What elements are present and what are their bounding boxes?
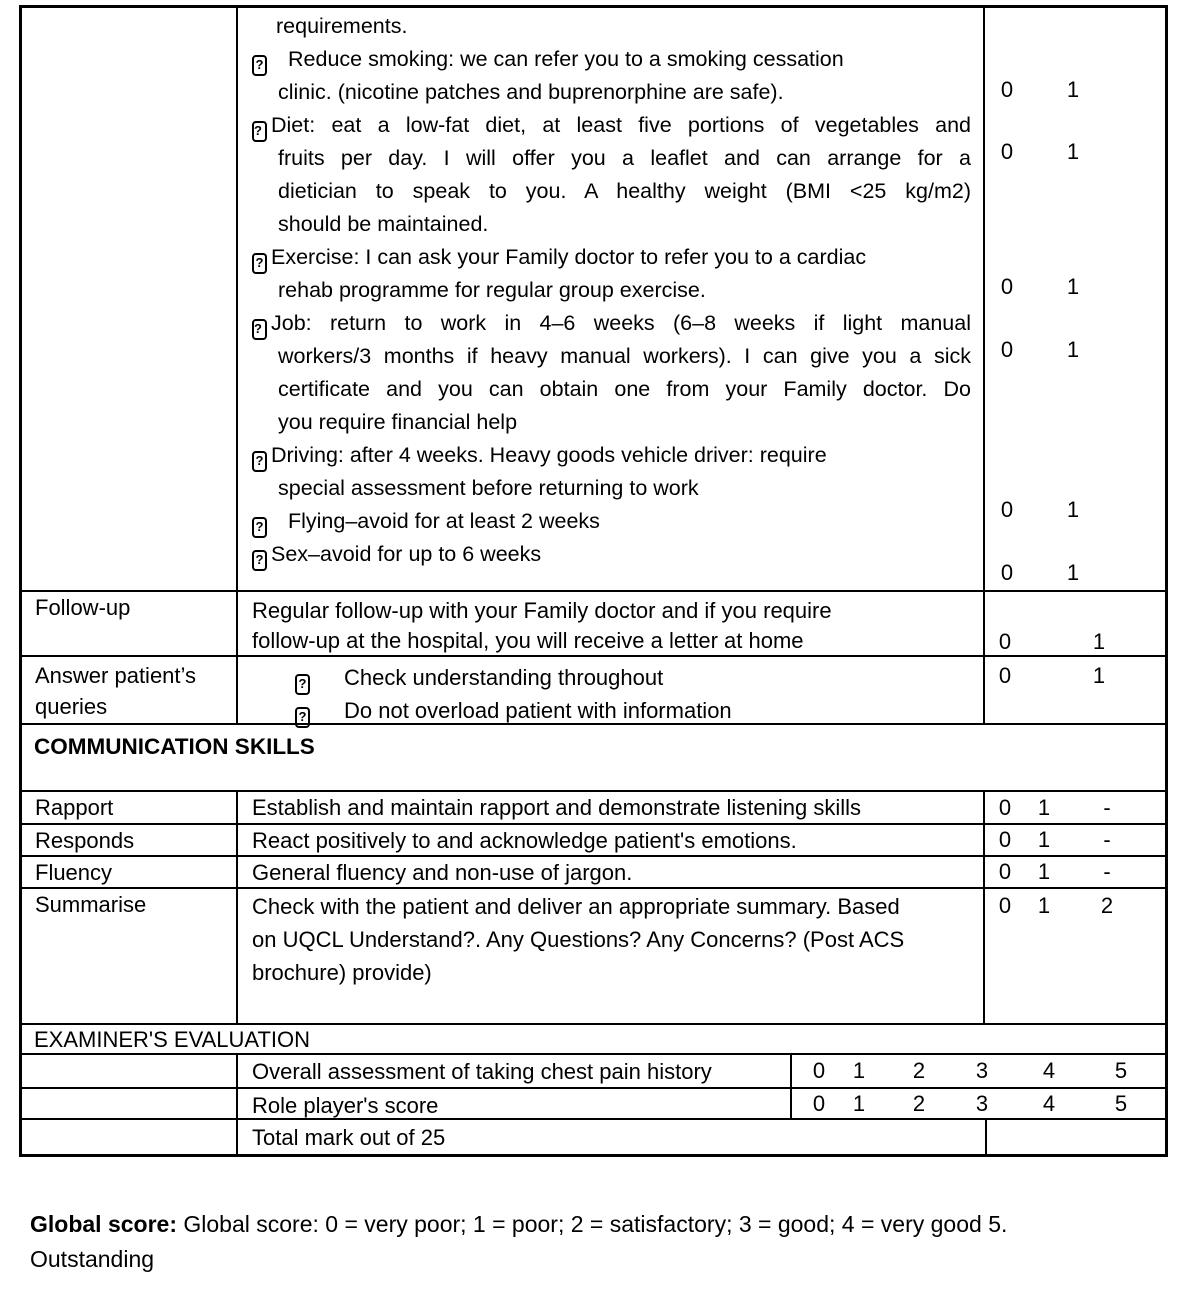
summarise-line-text: Check with the patient and deliver an appropriate summary. Based xyxy=(252,894,900,919)
fluency-score-cell xyxy=(985,857,1165,887)
responds-score-cell xyxy=(985,825,1165,855)
advice-line-text: clinic. (nicotine patches and buprenorphine are safe). xyxy=(278,80,784,104)
score-option: - xyxy=(1103,859,1111,884)
summarise-score-cell xyxy=(985,889,1165,1023)
advice-line xyxy=(252,274,971,307)
score-option: 1 xyxy=(1092,629,1106,654)
summarise-label-cell xyxy=(22,889,238,1023)
score-option: 0 xyxy=(1000,497,1014,522)
score-option: 1 xyxy=(852,1090,866,1116)
advice-line-text: should be maintained. xyxy=(278,212,489,236)
score-option: 0 xyxy=(998,893,1012,918)
overall-assessment-row xyxy=(22,1055,1165,1089)
follow-up-label-cell xyxy=(22,592,238,655)
score-option: 2 xyxy=(912,1090,926,1116)
score-option: 0 xyxy=(812,1090,826,1116)
total-mark-value-cell xyxy=(987,1120,1165,1154)
score-option: 0 xyxy=(998,827,1012,852)
global-score-label: Global score: xyxy=(30,1211,177,1237)
score-option: 0 xyxy=(998,859,1012,884)
summarise-line-text: on UQCL Understand?. Any Questions? Any Concerns? (Post ACS xyxy=(252,927,905,952)
answer-queries-label-cell xyxy=(22,657,238,723)
role-player-score-cell xyxy=(792,1089,1165,1118)
advice-score-cell xyxy=(985,8,1165,590)
score-option: 0 xyxy=(998,663,1012,688)
advice-line-text: special assessment before returning to work xyxy=(278,476,699,500)
total-mark-row xyxy=(22,1120,1165,1154)
answer-queries-desc-cell xyxy=(238,657,985,723)
score-option: 0 xyxy=(1000,77,1014,102)
advice-line-text: workers/3 months if heavy manual workers). I can give you a sick xyxy=(278,344,971,368)
row-label: Follow-up xyxy=(35,595,131,620)
rapport-row xyxy=(22,792,1165,825)
global-score-line xyxy=(30,1207,1160,1242)
global-score-note xyxy=(30,1207,1160,1277)
score-option: 0 xyxy=(1000,139,1014,164)
advice-label-cell xyxy=(22,8,238,590)
score-option: 5 xyxy=(1114,1058,1128,1083)
score-option: 3 xyxy=(975,1090,989,1116)
missing-glyph-icon: ? xyxy=(252,121,267,142)
fluency-row xyxy=(22,857,1165,889)
responds-row xyxy=(22,825,1165,857)
missing-glyph-icon: ? xyxy=(252,253,267,274)
marking-scheme-table xyxy=(19,5,1168,1157)
missing-glyph-icon: ? xyxy=(295,707,310,728)
score-option: 1 xyxy=(1066,77,1080,102)
score-option: 1 xyxy=(1037,794,1051,820)
queries-bullet xyxy=(252,695,971,728)
responds-label-cell: Responds xyxy=(22,825,238,855)
score-option: 4 xyxy=(1042,1058,1056,1083)
follow-up-line-text: Regular follow-up with your Family doctor and if you require xyxy=(252,598,832,623)
global-score-text: Global score: 0 = very poor; 1 = poor; 2 = satisfactory; 3 = good; 4 = very good 5. xyxy=(183,1211,1008,1237)
advice-line xyxy=(252,373,971,406)
missing-glyph-icon: ? xyxy=(252,319,267,340)
advice-bullet-job xyxy=(252,307,971,340)
score-option: 1 xyxy=(1066,497,1080,522)
score-option: 0 xyxy=(1000,560,1014,585)
summarise-line xyxy=(252,890,971,923)
advice-line xyxy=(252,208,971,241)
row-label-line: Answer patient’s xyxy=(35,663,197,688)
advice-line xyxy=(252,175,971,208)
score-option: 2 xyxy=(912,1058,926,1083)
responds-desc-cell: React positively to and acknowledge patient's emotions. xyxy=(238,825,985,855)
score-option: 0 xyxy=(1000,337,1014,362)
follow-up-desc-cell xyxy=(238,592,985,655)
queries-bullet-text: Do not overload patient with information xyxy=(344,698,732,723)
advice-line-text: fruits per day. I will offer you a leaflet and can arrange for a xyxy=(278,146,971,170)
rapport-score-cell xyxy=(985,792,1165,823)
advice-line xyxy=(252,340,971,373)
fluency-desc-cell: General fluency and non-use of jargon. xyxy=(238,857,985,887)
score-option: 0 xyxy=(1000,274,1014,299)
advice-line-text: Driving: after 4 weeks. Heavy goods vehicle driver: require xyxy=(271,443,827,467)
advice-line xyxy=(252,142,971,175)
advice-bullet-flying xyxy=(252,505,971,538)
follow-up-line xyxy=(252,596,971,626)
row-label: Summarise xyxy=(35,892,147,917)
rapport-desc-cell: Establish and maintain rapport and demonstrate listening skills xyxy=(238,792,985,823)
role-player-desc-cell: Role player's score xyxy=(238,1089,792,1118)
global-score-line2: Outstanding xyxy=(30,1246,155,1272)
score-option: - xyxy=(1103,794,1111,820)
examiner-evaluation-header: EXAMINER'S EVALUATION xyxy=(34,1027,310,1052)
score-option: 1 xyxy=(1066,139,1080,164)
score-option: 1 xyxy=(1037,893,1051,918)
follow-up-score-cell xyxy=(985,592,1165,655)
role-player-label-cell xyxy=(22,1089,238,1118)
advice-line-text: Job: return to work in 4–6 weeks (6–8 weeks if light manual xyxy=(271,311,971,335)
advice-bullet-smoking xyxy=(252,43,971,76)
missing-glyph-icon: ? xyxy=(295,674,310,695)
advice-line-text: Reduce smoking: we can refer you to a smoking cessation xyxy=(288,47,844,71)
total-mark-desc-cell: Total mark out of 25 xyxy=(238,1120,987,1154)
advice-line-text: dietician to speak to you. A healthy weight (BMI <25 kg/m2) xyxy=(278,179,971,203)
row-label-line: queries xyxy=(35,694,108,719)
advice-line xyxy=(252,406,971,439)
score-option: 1 xyxy=(1066,337,1080,362)
score-option: - xyxy=(1103,827,1111,852)
fluency-label-cell: Fluency xyxy=(22,857,238,887)
communication-skills-header: COMMUNICATION SKILLS xyxy=(34,734,315,759)
score-option: 1 xyxy=(1037,827,1051,852)
advice-line-text: rehab programme for regular group exercise. xyxy=(278,278,706,302)
advice-line-text: requirements. xyxy=(276,14,408,38)
summarise-desc-cell xyxy=(238,889,985,1023)
queries-bullet-text: Check understanding throughout xyxy=(344,665,664,690)
score-option: 3 xyxy=(975,1058,989,1083)
score-option: 4 xyxy=(1042,1090,1056,1116)
role-player-score-row xyxy=(22,1089,1165,1120)
score-option: 1 xyxy=(852,1058,866,1083)
advice-line-text: you require financial help xyxy=(278,410,518,434)
answer-queries-score-cell xyxy=(985,657,1165,723)
total-mark-label-cell xyxy=(22,1120,238,1154)
follow-up-line-text: follow-up at the hospital, you will receive a letter at home xyxy=(252,628,804,653)
score-option: 0 xyxy=(998,794,1012,820)
answer-queries-row xyxy=(22,657,1165,725)
rapport-label-cell: Rapport xyxy=(22,792,238,823)
summarise-line xyxy=(252,956,971,989)
advice-bullet-diet xyxy=(252,109,971,142)
score-option: 1 xyxy=(1066,560,1080,585)
summarise-line-text: brochure) provide) xyxy=(252,960,432,985)
advice-line-text: certificate and you can obtain one from your Family doctor. Do xyxy=(278,377,971,401)
missing-glyph-icon: ? xyxy=(252,55,267,76)
score-option: 0 xyxy=(998,629,1012,654)
score-option: 2 xyxy=(1100,893,1114,918)
advice-line xyxy=(252,472,971,505)
score-option: 1 xyxy=(1037,859,1051,884)
advice-line-text: Diet: eat a low-fat diet, at least five portions of vegetables and xyxy=(271,113,971,137)
advice-line xyxy=(252,76,971,109)
advice-bullet-sex xyxy=(252,538,971,571)
follow-up-row xyxy=(22,592,1165,657)
score-option: 1 xyxy=(1092,663,1106,688)
queries-bullet xyxy=(252,662,971,695)
score-option: 0 xyxy=(812,1058,826,1083)
advice-line xyxy=(252,10,971,43)
advice-line-text: Exercise: I can ask your Family doctor to refer you to a cardiac xyxy=(271,245,867,269)
advice-bullet-driving xyxy=(252,439,971,472)
overall-label-cell xyxy=(22,1055,238,1087)
advice-line-text: Flying–avoid for at least 2 weeks xyxy=(288,509,600,533)
overall-score-cell xyxy=(792,1055,1165,1087)
examiner-evaluation-header-row xyxy=(22,1025,1165,1055)
follow-up-line xyxy=(252,626,971,656)
communication-skills-header-row xyxy=(22,725,1165,792)
missing-glyph-icon: ? xyxy=(252,550,267,571)
advice-bullet-exercise xyxy=(252,241,971,274)
summarise-line xyxy=(252,923,971,956)
score-option: 5 xyxy=(1114,1090,1128,1116)
missing-glyph-icon: ? xyxy=(252,517,267,538)
overall-desc-cell: Overall assessment of taking chest pain history xyxy=(238,1055,792,1087)
summarise-row xyxy=(22,889,1165,1025)
advice-line-text: Sex–avoid for up to 6 weeks xyxy=(271,542,542,566)
score-option: 1 xyxy=(1066,274,1080,299)
missing-glyph-icon: ? xyxy=(252,451,267,472)
advice-text-cell xyxy=(238,8,985,590)
lifestyle-advice-row xyxy=(22,8,1165,592)
